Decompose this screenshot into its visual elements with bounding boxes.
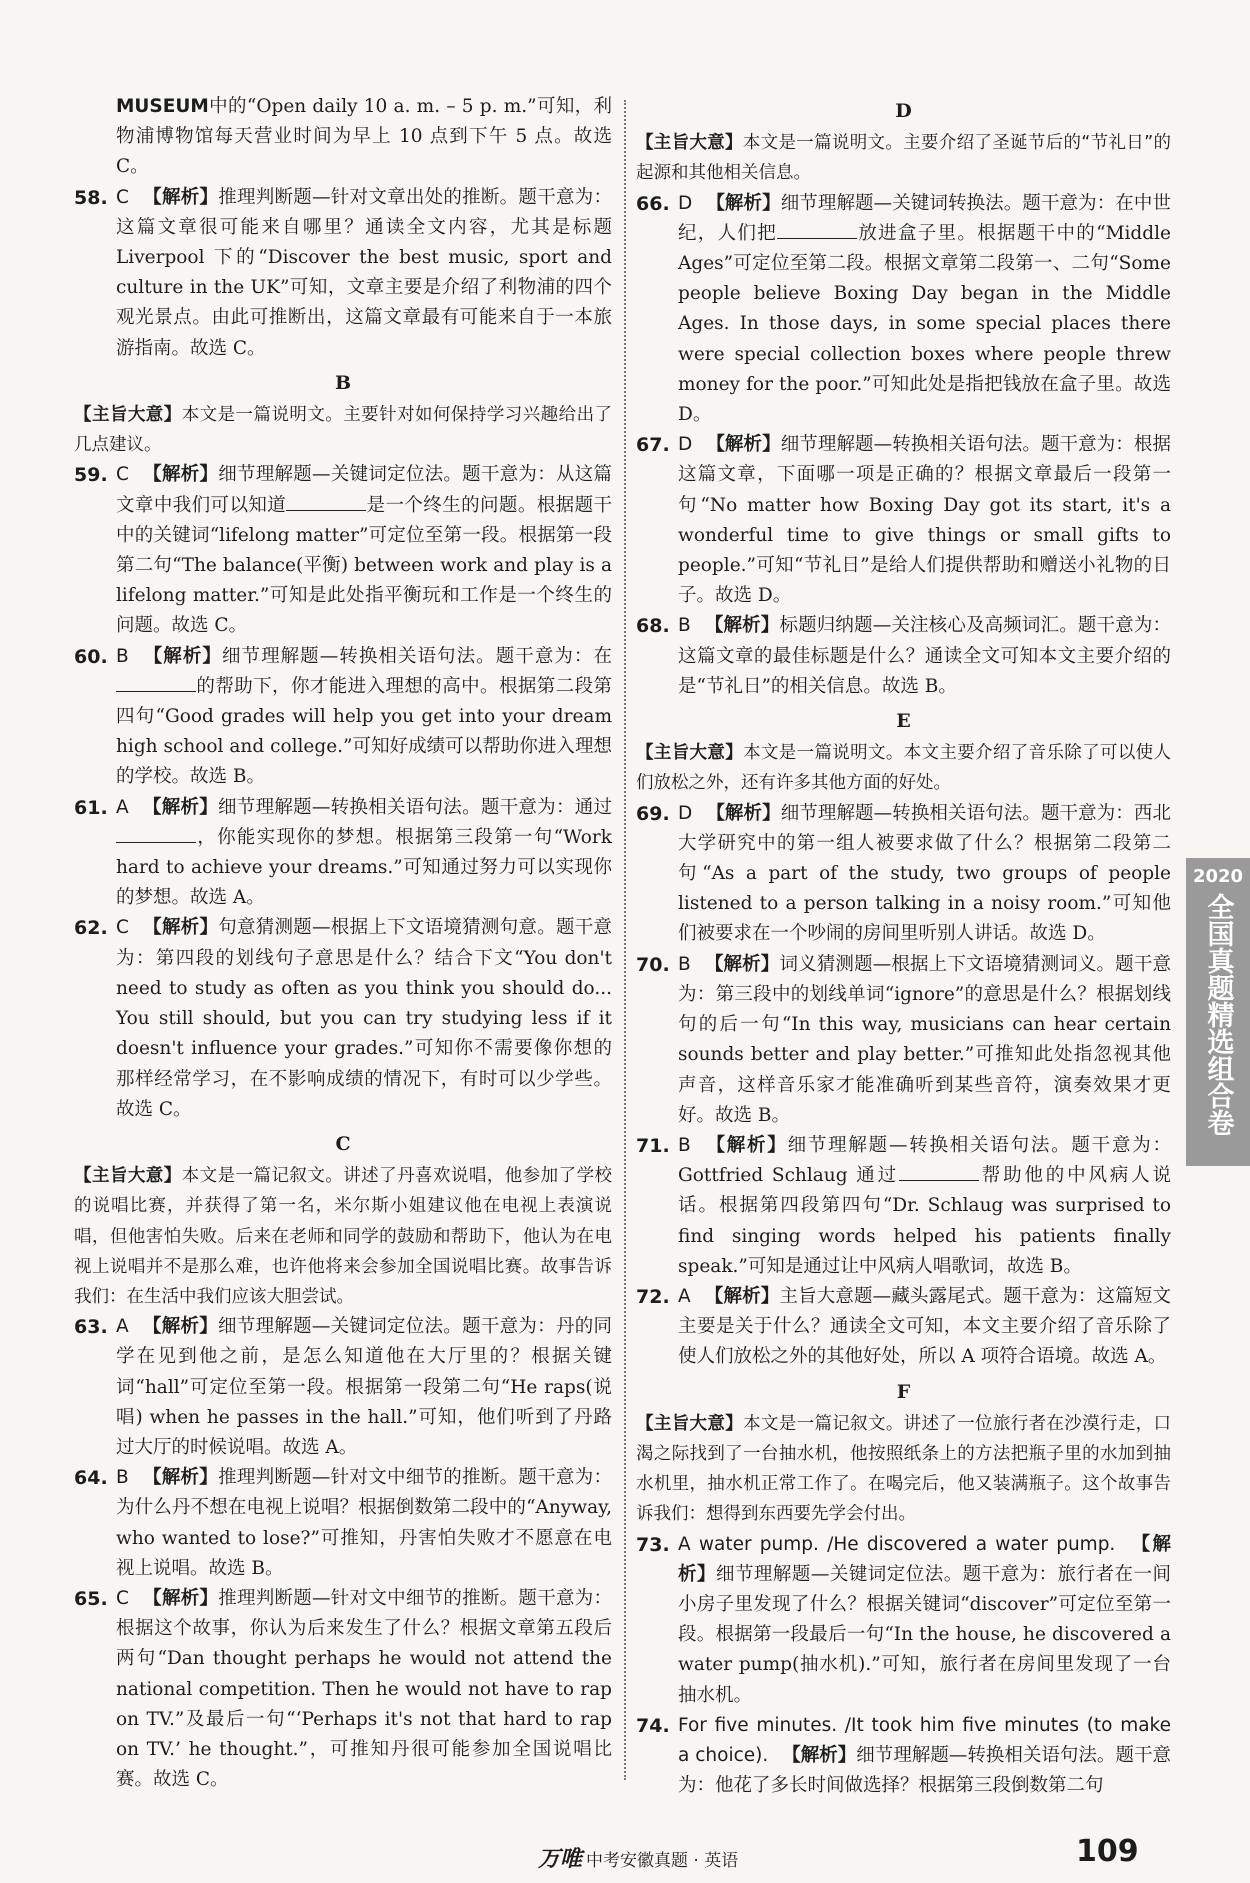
summary-b: 【主旨大意】本文是一篇说明文。主要针对如何保持学习兴趣给出了几点建议。 [74,405,613,456]
answer-blank [116,677,196,692]
section-e-heading: E [896,710,911,733]
right-column [636,92,1171,1801]
answer-67: 67. D 【解析】细节理解题—转换相关语句法。题干意为：根据这篇文章，下面哪一项是正确的？根据文章最后一段第一句“No matter how Boxing Day got its start, it's a wonderful time to give things or small gifts to people.”可知“节礼日”是给人们提供帮助和赠送小礼物的日子。故选 D。 [636,434,1171,607]
column-divider [624,100,626,1780]
section-d-heading: D [895,100,912,122]
answer-65: 65. C 【解析】推理判断题—针对文中细节的推断。题干意为：根据这个故事，你认为后来发生了什么？根据文章第五段后两句“Dan thought perhaps he would not attend the national competition. Then he would not have to rap on TV.”及最后一句“‘Perhaps it's not that hard to rap on TV.’ he thought.”，可推知丹很可能参加全国说唱比赛。故选 C。 [74,1587,612,1791]
side-tab [1186,858,1250,1166]
section-c-heading: C [335,1132,351,1155]
answer-66: 66. D 【解析】细节理解题—关键词转换法。题干意为：在中世纪，人们把 放进盒子里。根据题干中的“Middle Ages”可定位至第二段。根据文章第二段第一、二句“Some people believe Boxing Day began in the Middle Ages. In those days, in some special places there were special collection boxes where people threw money for the poor.”可知此处是指把钱放在盒子里。故选 D。 [636,192,1171,426]
side-tab-year: 2020 [1192,866,1244,887]
answer-blank [286,496,366,511]
answer-69: 69. D 【解析】细节理解题—转换相关语句法。题干意为：西北大学研究中的第一组人被要求做了什么？根据第二段第二句“As a part of the study, two groups of people listened to a person talking in a noisy room.”可知他们被要求在一个吵闹的房间里听别人讲话。故选 D。 [636,802,1171,945]
section-f-heading: F [896,1380,911,1403]
answer-61: 61. A 【解析】细节理解题—转换相关语句法。题干意为：通过，你能实现你的梦想。根据第三段第一句“Work hard to achieve your dreams.”可知通过努力可以实现你的梦想。故选 A。 [74,796,612,909]
answer-58: 58. C 【解析】推理判断题—针对文章出处的推断。题干意为：这篇文章很可能来自哪里？通读全文内容，尤其是标题 Liverpool 下的“Discover the best music, sport and culture in the UK”可知，文章主要是介绍了利物浦的四个观光景点。由此可推断出，这篇文章最有可能来自于一本旅游指南。故选 C。 [74,186,612,359]
summary-c: 【主旨大意】本文是一篇记叙文。讲述了丹喜欢说唱，他参加了学校的说唱比赛，并获得了第一名，米尔斯小姐建议他在电视上表演说唱，但他害怕失败。后来在老师和同学的鼓励和帮助下，他认为在电视上说唱并不是那么难，也许他将来会参加全国说唱比赛。故事告诉我们：在生活中我们应该大胆尝试。 [74,1166,613,1307]
museum-label: MUSEUM [116,96,209,117]
footer-brand: 万唯 中考安徽真题 · 英语 [538,1847,739,1872]
answer-64: 64. B 【解析】推理判断题—针对文中细节的推断。题干意为：为什么丹不想在电视上说唱？根据倒数第二段中的“Anyway, who wanted to lose?”可推知，丹害怕失败才不愿意在电视上说唱。故选 B。 [74,1467,612,1579]
summary-f: 【主旨大意】本文是一篇记叙文。讲述了一位旅行者在沙漠行走，口渴之际找到了一台抽水机，他按照纸条上的方法把瓶子里的水加到抽水机里，抽水机正常工作了。在喝完后，他又装满瓶子。这个故事告诉我们：想得到东西要先学会付出。 [636,1413,1172,1525]
answer-73: 73. A water pump. /He discovered a water pump. 【解析】细节理解题—关键词定位法。题干意为：旅行者在一间小房子里发现了什么？根据关键词“discover”可定位至第一段。根据第一段最后一句“In the house, he discovered a water pump(抽水机).”可知，旅行者在房间里发现了一台抽水机。 [636,1533,1171,1706]
answer-63: 63. A 【解析】细节理解题—关键词定位法。题干意为：丹的同学在见到他之前，是怎么知道他在大厅里的？根据关键词“hall”可定位至第一段。根据第一段第二句“He raps(说唱) when he passes in the hall.”可知，他们听到了丹路过大厅的时候说唱。故选 A。 [74,1316,612,1458]
answer-74: 74. For five minutes. /It took him five minutes (to make a choice). 【解析】细节理解题—转换相关语句法。题干意为：他花了多长时间做选择？根据第三段倒数第二句 [636,1714,1171,1797]
q57-continuation: MUSEUM中的“Open daily 10 a. m. – 5 p. m.”可知，利物浦博物馆每天营业时间为早上 10 点到下午 5 点。故选 C。 [116,96,612,178]
section-b-heading: B [334,371,352,394]
answer-60: 60. B 【解析】细节理解题—转换相关语句法。题干意为：在的帮助下，你才能进入理想的高中。根据第二段第四句“Good grades will help you get into your dream high school and college.”可知好成绩可以帮助你进入理想的学校。故选 B。 [74,645,612,788]
answer-71: 71. B 【解析】细节理解题—转换相关语句法。题干意为：Gottfried Schlaug 通过 帮助他的中风病人说话。根据第四段第四句“Dr. Schlaug was surprised to find singing words helped his patients finally speak.”可知是通过让中风病人唱歌词，故选 B。 [636,1134,1171,1277]
answer-72: 72. A 【解析】主旨大意题—藏头露尾式。题干意为：这篇短文主要是关于什么？通读全文可知，本文主要介绍了音乐除了使人们放松之外的其他好处，所以 A 项符合语境。故选 A。 [636,1285,1171,1368]
answer-blank [777,224,857,239]
answer-59: 59. C 【解析】细节理解题—关键词定位法。题干意为：从这篇文章中我们可以知道 是一个终生的问题。根据题干中的关键词“lifelong matter”可定位至第一段。根据第一段第二句“The balance(平衡) between work and play is a lifelong matter.”可知是此处指平衡玩和工作是一个终生的问题。故选 C。 [74,464,612,637]
brand-logo: 万唯 [538,1847,583,1872]
answer-blank [899,1166,979,1181]
left-column [74,92,612,1795]
answer-62: 62. C 【解析】句意猜测题—根据上下文语境猜测句意。题干意为：第四段的划线句子意思是什么？结合下文“You don't need to study as often as you think you should do... You still should, but you can try studying less if it doesn't influence your grades.”可知你不需要像你想的那样经常学习，在不影响成绩的情况下，有时可以少学些。故选 C。 [74,917,612,1120]
answer-68: 68. B 【解析】标题归纳题—关注核心及高频词汇。题干意为：这篇文章的最佳标题是什么？通读全文可知本文主要介绍的是“节礼日”的相关信息。故选 B。 [636,615,1171,697]
side-tab-text: 全国真题精选组合卷 [1202,893,1234,1136]
summary-e: 【主旨大意】本文是一篇说明文。本文主要介绍了音乐除了可以使人们放松之外，还有许多其他方面的好处。 [636,743,1172,794]
summary-d: 【主旨大意】本文是一篇说明文。主要介绍了圣诞节后的“节礼日”的起源和其他相关信息。 [636,133,1171,184]
page-number: 109 [1076,1834,1139,1869]
answer-70: 70. B 【解析】词义猜测题—根据上下文语境猜测词义。题干意为：第三段中的划线单词“ignore”的意思是什么？根据划线句的后一句“In this way, musicians can hear certain sounds better and play better.”可推知此处指忽视其他声音，这样音乐家才能准确听到某些音符，演奏效果才更好。故选 B。 [636,953,1171,1126]
answer-blank [116,828,196,843]
page-footer [0,1834,1250,1872]
